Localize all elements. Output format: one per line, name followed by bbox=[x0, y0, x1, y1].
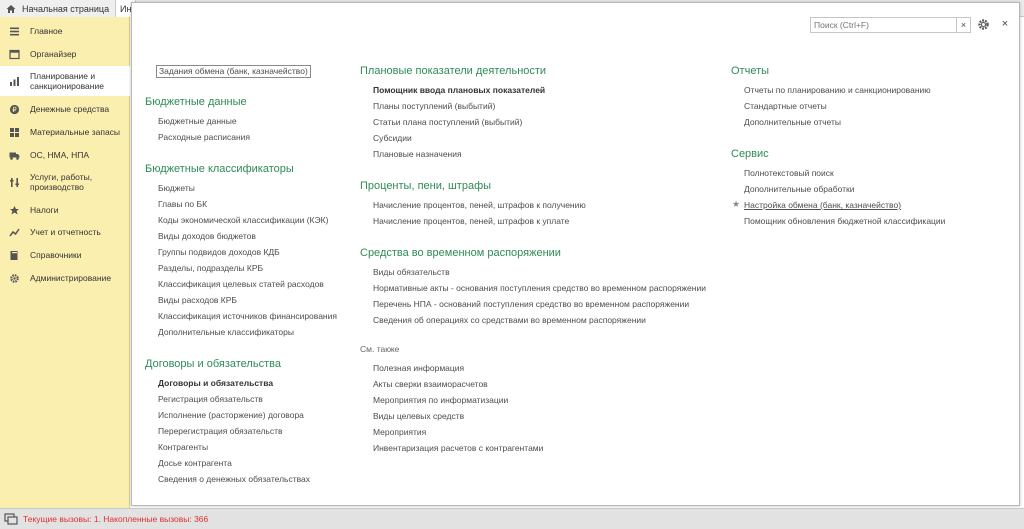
link-counterparties[interactable]: Контрагенты bbox=[158, 442, 209, 452]
link-operations-info[interactable]: Сведения об операциях со средствами во временном распоряжении bbox=[373, 315, 646, 325]
temporary-funds-heading: Средства во временном распоряжении bbox=[360, 247, 561, 259]
status-bar bbox=[0, 508, 1024, 529]
link-reconciliation-acts[interactable]: Акты сверки взаиморасчетов bbox=[373, 379, 488, 389]
sidebar-item-label: Материальные запасы bbox=[30, 127, 121, 137]
link-exchange-settings[interactable]: Настройка обмена (банк, казначейство) bbox=[744, 200, 902, 210]
link-planned-assignments[interactable]: Плановые назначения bbox=[373, 149, 462, 159]
clear-search-icon[interactable]: × bbox=[956, 18, 970, 32]
sidebar-item-references[interactable] bbox=[0, 247, 130, 263]
taxes-icon bbox=[9, 205, 20, 216]
tab-home-label: Начальная страница bbox=[22, 3, 110, 14]
link-kek-codes[interactable]: Коды экономической классификации (КЭК) bbox=[158, 215, 329, 225]
link-budget-data[interactable]: Бюджетные данные bbox=[158, 116, 237, 126]
sidebar-item-administration[interactable] bbox=[0, 270, 130, 286]
link-useful-info[interactable]: Полезная информация bbox=[373, 363, 465, 373]
link-monetary-obligations[interactable]: Сведения о денежных обязательствах bbox=[158, 474, 311, 484]
link-fulltext-search[interactable]: Полнотекстовый поиск bbox=[744, 168, 834, 178]
see-also-heading: См. также bbox=[360, 344, 400, 354]
link-extra-classifiers[interactable]: Дополнительные классификаторы bbox=[158, 327, 294, 337]
search-input[interactable] bbox=[811, 18, 956, 32]
tab-current-label: Ин bbox=[120, 3, 132, 14]
exchange-tasks-link[interactable]: Задания обмена (банк, казначейство) bbox=[156, 65, 311, 78]
link-contract-execution[interactable]: Исполнение (расторжение) договора bbox=[158, 410, 304, 420]
link-subsidies[interactable]: Субсидии bbox=[373, 133, 412, 143]
link-plan-items[interactable]: Статьи плана поступлений (выбытий) bbox=[373, 117, 523, 127]
sidebar-item-inventory[interactable] bbox=[0, 124, 130, 140]
link-budgets[interactable]: Бюджеты bbox=[158, 183, 195, 193]
sidebar-item-label: Денежные средства bbox=[30, 104, 110, 114]
link-normative-acts[interactable]: Нормативные акты - основания поступления средство во временном распоряжении bbox=[373, 283, 706, 293]
menu-icon bbox=[9, 26, 20, 37]
interest-heading: Проценты, пени, штрафы bbox=[360, 180, 492, 192]
sidebar-item-label: Органайзер bbox=[30, 49, 77, 59]
sidebar-item-label: Учет и отчетность bbox=[30, 227, 101, 237]
link-financing-sources[interactable]: Классификация источников финансирования bbox=[158, 311, 337, 321]
link-contracts[interactable]: Договоры и обязательства bbox=[158, 378, 274, 388]
link-activities[interactable]: Мероприятия bbox=[373, 427, 427, 437]
service-heading: Сервис bbox=[731, 148, 769, 160]
gear-icon bbox=[9, 273, 20, 284]
link-standard-reports[interactable]: Стандартные отчеты bbox=[744, 101, 827, 111]
link-classification-update[interactable]: Помощник обновления бюджетной классификации bbox=[744, 216, 946, 226]
link-extra-reports[interactable]: Дополнительные отчеты bbox=[744, 117, 841, 127]
sidebar-item-services[interactable] bbox=[0, 169, 130, 195]
link-expense-schedules[interactable]: Расходные расписания bbox=[158, 132, 250, 142]
contracts-heading: Договоры и обязательства bbox=[145, 358, 281, 370]
main-panel bbox=[131, 2, 1020, 506]
accounting-icon bbox=[9, 227, 20, 238]
reports-heading: Отчеты bbox=[731, 65, 770, 77]
link-target-funds[interactable]: Виды целевых средств bbox=[373, 411, 465, 421]
link-settlement-inventory[interactable]: Инвентаризация расчетов с контрагентами bbox=[373, 443, 544, 453]
sidebar-item-label: Налоги bbox=[30, 205, 59, 215]
tools-icon bbox=[9, 177, 20, 188]
link-chapters[interactable]: Главы по БК bbox=[158, 199, 208, 209]
tab-home[interactable] bbox=[0, 0, 116, 17]
link-interest-receivable[interactable]: Начисление процентов, пеней, штрафов к получению bbox=[373, 200, 586, 210]
sidebar-item-label: Услуги, работы, производство bbox=[30, 172, 93, 192]
link-krb-expense-types[interactable]: Виды расходов КРБ bbox=[158, 295, 238, 305]
link-obligation-reregistration[interactable]: Перерегистрация обязательств bbox=[158, 426, 283, 436]
planning-icon bbox=[9, 76, 20, 87]
inventory-icon bbox=[9, 127, 20, 138]
link-planning-reports[interactable]: Отчеты по планированию и санкционированию bbox=[744, 85, 931, 95]
link-kdb-groups[interactable]: Группы подвидов доходов КДБ bbox=[158, 247, 280, 257]
truck-icon bbox=[9, 150, 20, 161]
link-income-plans[interactable]: Планы поступлений (выбытий) bbox=[373, 101, 496, 111]
link-krb-sections[interactable]: Разделы, подразделы КРБ bbox=[158, 263, 264, 273]
link-interest-payable[interactable]: Начисление процентов, пеней, штрафов к уплате bbox=[373, 216, 570, 226]
link-it-activities[interactable]: Мероприятия по информатизации bbox=[373, 395, 509, 405]
sidebar-item-label: Администрирование bbox=[30, 273, 112, 283]
sidebar-item-main[interactable] bbox=[0, 23, 130, 39]
books-icon bbox=[9, 250, 20, 261]
close-icon[interactable]: × bbox=[1001, 18, 1009, 30]
monitor-icon[interactable] bbox=[4, 513, 18, 525]
sidebar-item-label: Планирование и санкционирование bbox=[30, 71, 104, 91]
link-obligation-registration[interactable]: Регистрация обязательств bbox=[158, 394, 263, 404]
sidebar-item-label: Справочники bbox=[30, 250, 82, 260]
sidebar-item-assets[interactable] bbox=[0, 147, 130, 163]
sidebar-item-label: ОС, НМА, НПА bbox=[30, 150, 90, 160]
sidebar-item-taxes[interactable] bbox=[0, 202, 130, 218]
sidebar-item-planning[interactable] bbox=[0, 66, 130, 96]
sidebar-item-accounting[interactable] bbox=[0, 224, 130, 240]
sidebar-item-label: Главное bbox=[30, 26, 63, 36]
link-indicators-wizard[interactable]: Помощник ввода плановых показателей bbox=[373, 85, 546, 95]
link-income-types[interactable]: Виды доходов бюджетов bbox=[158, 231, 256, 241]
search-box bbox=[810, 17, 971, 33]
svg-text:₽: ₽ bbox=[12, 106, 17, 114]
classifiers-heading: Бюджетные классификаторы bbox=[145, 163, 294, 175]
settings-gear-icon[interactable] bbox=[977, 18, 990, 31]
link-npa-list[interactable]: Перечень НПА - оснований поступления средство во временном распоряжении bbox=[373, 299, 690, 309]
sidebar-item-money[interactable] bbox=[0, 101, 130, 117]
status-calls-text: Текущие вызовы: 1. Накопленные вызовы: 366 bbox=[23, 514, 209, 524]
home-icon bbox=[6, 4, 16, 14]
sidebar-item-organizer[interactable] bbox=[0, 46, 130, 62]
sidebar bbox=[0, 17, 130, 508]
link-target-items[interactable]: Классификация целевых статей расходов bbox=[158, 279, 324, 289]
link-counterparty-dossier[interactable]: Досье контрагента bbox=[158, 458, 232, 468]
organizer-icon bbox=[9, 49, 20, 60]
link-extra-processing[interactable]: Дополнительные обработки bbox=[744, 184, 855, 194]
budget-data-heading: Бюджетные данные bbox=[145, 96, 247, 108]
favorite-star-icon[interactable]: ★ bbox=[732, 199, 741, 209]
link-obligation-types[interactable]: Виды обязательств bbox=[373, 267, 450, 277]
indicators-heading: Плановые показатели деятельности bbox=[360, 65, 547, 77]
money-icon bbox=[9, 104, 20, 115]
